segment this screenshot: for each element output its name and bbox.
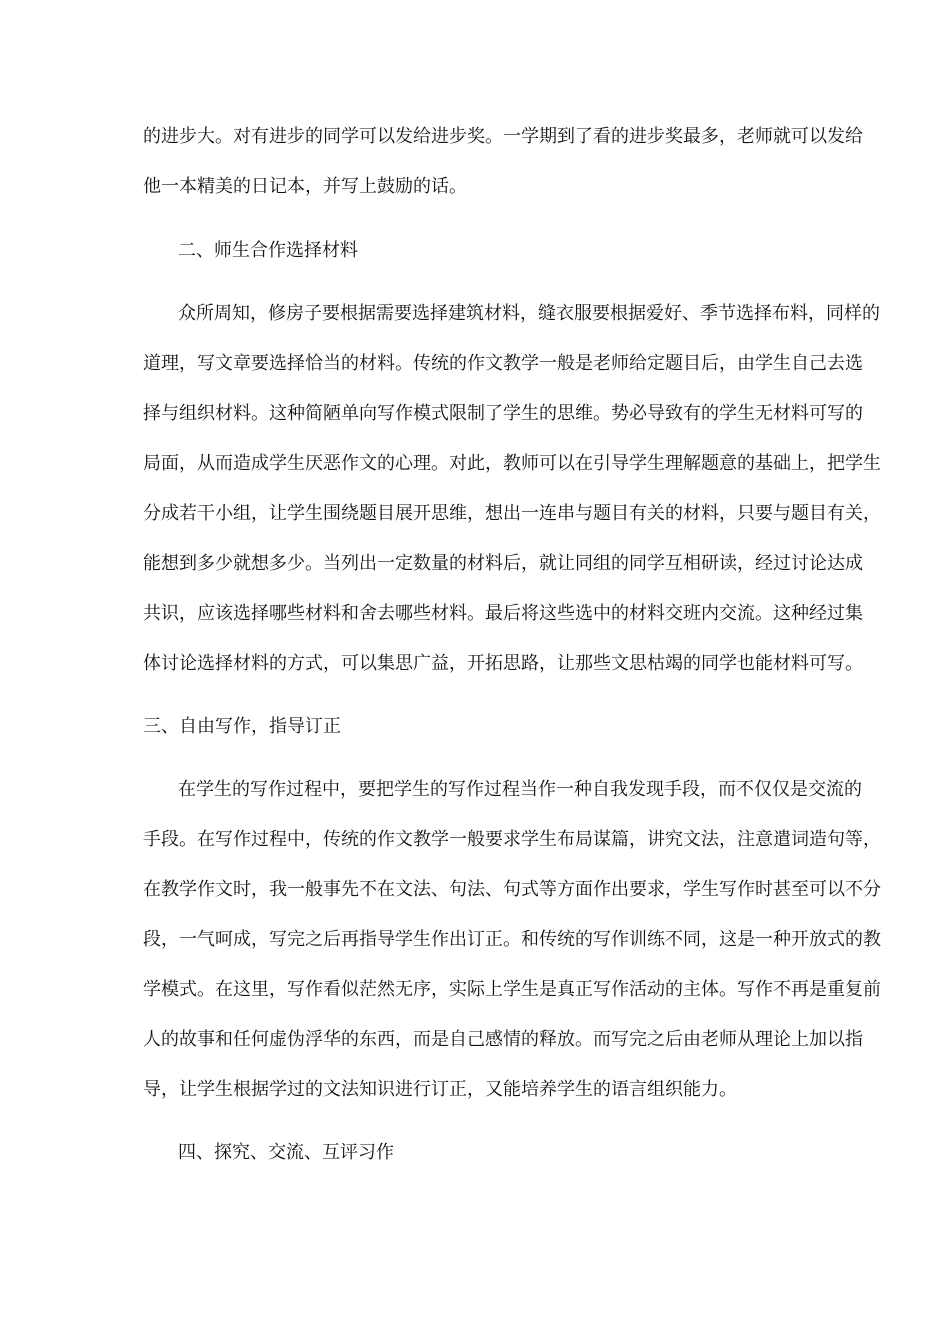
section-heading: 二、师生合作选择材料 — [178, 240, 358, 261]
paragraph-line: 体讨论选择材料的方式，可以集思广益，开拓思路，让那些文思枯竭的同学也能材料可写。 — [143, 653, 863, 674]
paragraph-line: 分成若干小组，让学生围绕题目展开思维，想出一连串与题目有关的材料，只要与题目有关， — [143, 503, 881, 524]
paragraph-line: 导，让学生根据学过的文法知识进行订正，又能培养学生的语言组织能力。 — [143, 1079, 737, 1100]
paragraph-line: 能想到多少就想多少。当列出一定数量的材料后，就让同组的同学互相研读，经过讨论达成 — [143, 553, 863, 574]
paragraph-line: 在教学作文时，我一般事先不在文法、句法、句式等方面作出要求，学生写作时甚至可以不分 — [143, 879, 881, 900]
paragraph-line: 手段。在写作过程中，传统的作文教学一般要求学生布局谋篇，讲究文法，注意遣词造句等， — [143, 829, 881, 850]
paragraph-line: 局面，从而造成学生厌恶作文的心理。对此，教师可以在引导学生理解题意的基础上，把学生 — [143, 453, 881, 474]
paragraph-line: 择与组织材料。这种简陋单向写作模式限制了学生的思维。势必导致有的学生无材料可写的 — [143, 403, 863, 424]
paragraph-line: 他一本精美的日记本，并写上鼓励的话。 — [143, 176, 467, 197]
paragraph-line: 学模式。在这里，写作看似茫然无序，实际上学生是真正写作活动的主体。写作不再是重复前 — [143, 979, 881, 1000]
section-heading: 三、自由写作，指导订正 — [143, 716, 341, 737]
paragraph-line: 在学生的写作过程中，要把学生的写作过程当作一种自我发现手段，而不仅仅是交流的 — [178, 779, 862, 800]
paragraph-line: 段，一气呵成，写完之后再指导学生作出订正。和传统的写作训练不同，这是一种开放式的教 — [143, 929, 881, 950]
paragraph-line: 人的故事和任何虚伪浮华的东西，而是自己感情的释放。而写完之后由老师从理论上加以指 — [143, 1029, 863, 1050]
paragraph-line: 众所周知，修房子要根据需要选择建筑材料，缝衣服要根据爱好、季节选择布料，同样的 — [178, 303, 880, 324]
paragraph-line: 共识，应该选择哪些材料和舍去哪些材料。最后将这些选中的材料交班内交流。这种经过集 — [143, 603, 863, 624]
section-heading: 四、探究、交流、互评习作 — [178, 1142, 394, 1163]
paragraph-line: 道理，写文章要选择恰当的材料。传统的作文教学一般是老师给定题目后，由学生自己去选 — [143, 353, 863, 374]
paragraph-line: 的进步大。对有进步的同学可以发给进步奖。一学期到了看的进步奖最多，老师就可以发给 — [143, 126, 863, 147]
